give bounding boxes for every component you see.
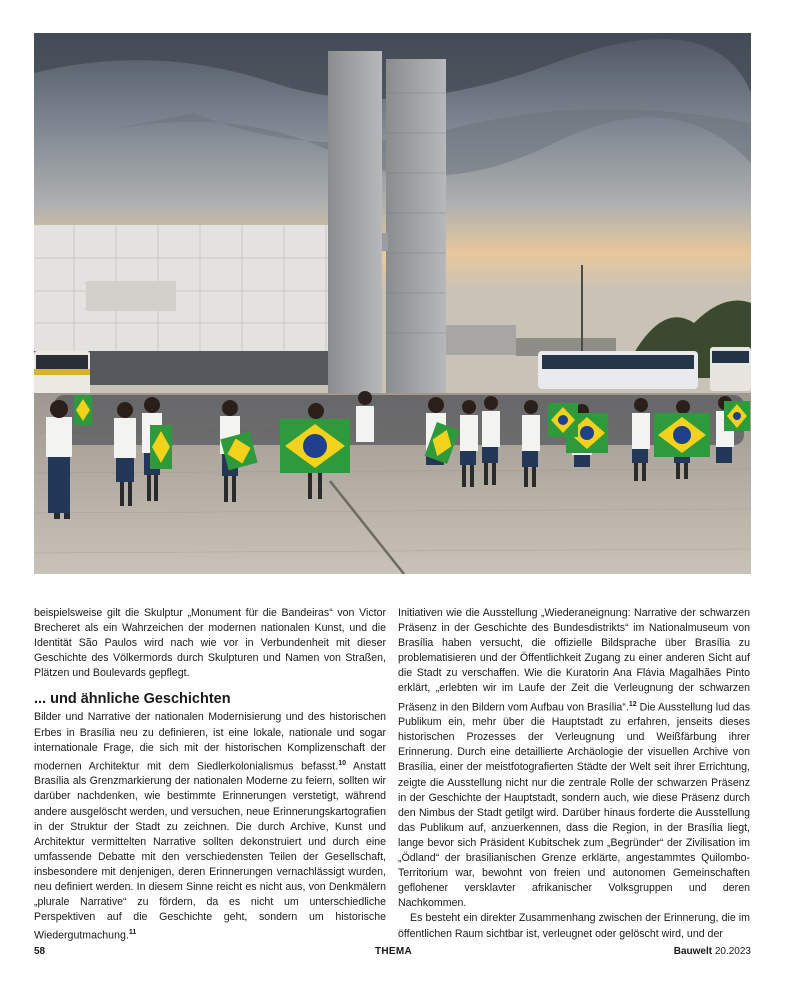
- section-heading: ... und ähnliche Geschichten: [34, 691, 231, 708]
- paragraph-text: Initiativen wie die Ausstellung „Wiederaneignung: Narrative der schwarzen Präsenz in der Geschichte des Bundesdistrikts“ im Nationalmuseum von Brasília haben versucht, die offizielle Bildsprache über Brasília zu problematisieren und der Öffentlichkeit Zugang zu einer anderen Sicht auf die Stadt zu verschaffen. Wie die Kuratorin Ana Flávia Magalhães Pinto erklärt, „erlebten wir im Laufe der Zeit die Verleugnung der schwarzen Präsenz in den Bildern vom Aufbau von Brasília“.: [398, 607, 750, 714]
- footnote-marker: 11: [128, 929, 137, 937]
- brazil-flag: [548, 403, 578, 437]
- magazine-issue: [674, 946, 751, 957]
- page-number: 58: [34, 946, 46, 957]
- brazil-flag: [724, 401, 750, 431]
- magazine-name: Bauwelt: [673, 946, 713, 957]
- photo-congress-children-flags: [34, 33, 751, 574]
- photo-illustration: [34, 33, 751, 574]
- paragraph-text: Anstatt Brasília als Grenzmarkierung der nationalen Moderne zu feiern, sollten wir darüber nachdenken, wie bestimmte Erinnerungen verstetigt, während andere ausgelöscht werden, und versuchen, neue Erinnerungskartografien in der Struktur der Stadt zu zeichnen. Die durch Archive, Kunst und Architektur vermittelten Narrative sollten dekonstruiert und durch eine umfassende Debatte mit den verschiedensten Teilen der Gesellschaft, insbesondere mit denjenigen, deren Erinnerungen vernachlässigt wurden, neu definiert werden. In diesem Sinne reicht es nicht aus, von Denkmälern „plurale Narrative“ zu fördern, da es nicht um unterschiedliche Perspektiven auf die Geschichte geht, sondern um historische Wiedergutmachung.: [34, 760, 387, 942]
- issue-number: 20.2023: [714, 946, 751, 957]
- text-column-left: [34, 606, 386, 944]
- paragraph: Es besteht ein direkter Zusammenhang zwischen der Erinnerung, die im öffentlichen Raum sichtbar ist, verleugnet oder gelöscht wird, und der: [398, 912, 750, 940]
- paragraph: [398, 606, 750, 911]
- text-column-right: [398, 606, 750, 942]
- brazil-flag: [280, 419, 350, 473]
- footnote-marker: 10: [338, 759, 346, 767]
- paragraph: [34, 710, 386, 943]
- brazil-flag: [654, 413, 710, 457]
- section-label: THEMA: [375, 946, 413, 957]
- brazil-flag: [150, 425, 172, 469]
- footnote-marker: 12: [628, 700, 637, 708]
- paragraph: beispielsweise gilt die Skulptur „Monument für die Bandeiras“ von Victor Brecheret als ein Wahrzeichen der modernen nationalen Kunst, und die Identität São Paulos wird nach wie vor in Verbundenheit mit dieser Geschichte des Völkermords durch Skulpturen und Namen von Straßen, Plätzen und Boulevards gepflegt.: [34, 607, 386, 680]
- paragraph-text: Die Ausstellung lud das Publikum ein, mehr über die Hauptstadt zu erfahren, jenseits dieses historischen Prozesses der Verleugnung und Weißfärbung ihrer Erinnerung. Durch eine detaillierte Archäologie der visuellen Archive von Brasília, einer der meistfotografierten Städte der Welt seit ihrer Errichtung, zeigte die Ausstellung nicht nur die zentrale Rolle der schwarzen Präsenz in der Geschichte der Hauptstadt, sondern auch, wie diese Präsenz durch den Nimbus der Stadt getilgt wird. Darüber hinaus forderte die Ausstellung das Publikum auf, anzuerkennen, dass die Region, in der Brasília liegt, lange bevor sich Präsident Kubitschek zum „Begründer“ der Zivilisation im „Ödland“ der brasilianischen Grenze erklärte, angestammtes Quilombo-Territorium war, bewohnt von freien und autonomen Gemeinschaften geflohener versklavter afrikanischer Volksgruppen und deren Nachkommen.: [398, 701, 750, 910]
- page-footer: [34, 946, 751, 962]
- paragraph-text: Bilder und Narrative der nationalen Modernisierung und des historischen Erbes in Brasília neu zu definieren, ist eine lokale, nationale und sogar internationale Frage, die sich mit der historischen Komplizenschaft der modernen Architektur mit dem Siedlerkolonialismus befasst.: [34, 711, 386, 773]
- brazil-flag: [74, 395, 92, 425]
